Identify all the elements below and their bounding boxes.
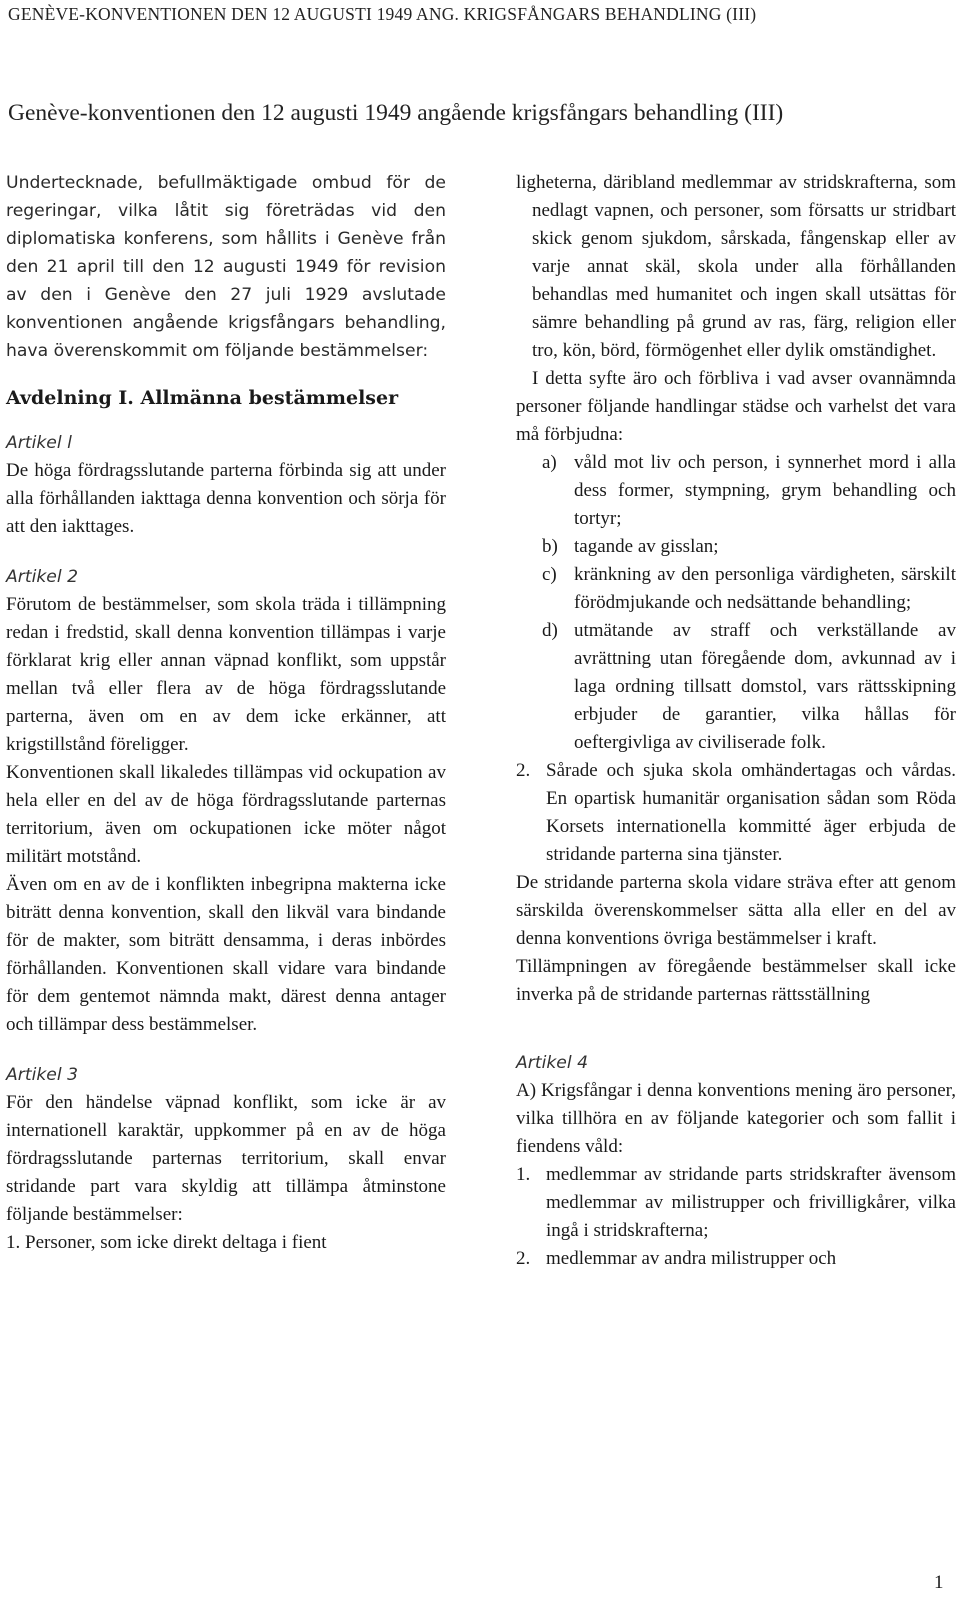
left-column <box>6 169 446 1257</box>
article-1-title: Artikel l <box>6 433 72 453</box>
document-title: Genève-konventionen den 12 augusti 1949 angående krigsfångars behandling (III) <box>8 100 784 126</box>
purpose-paragraph: I detta syfte äro och förbliva i vad avser ovannämnda personer följande handlingar städse och varhelst det vara må förbjudna: <box>516 368 956 445</box>
legal-status-paragraph: Tillämpningen av föregående bestämmelser skall icke inverka på de stridande parternas rättsställning <box>516 956 956 1005</box>
page-number: 1 <box>934 1572 944 1593</box>
list-item-text: medlemmar av andra milistrupper och <box>546 1248 837 1269</box>
list-item <box>516 1161 956 1245</box>
list-item-text: våld mot liv och person, i synnerhet mord i alla dess former, stympning, grym behandling och tortyr; <box>574 452 956 529</box>
right-column <box>516 169 956 1273</box>
list-item <box>542 533 956 561</box>
list-item-text: utmätande av straff och verkställande av avrättning utan föregående dom, avkunnad av i laga ordning tillsatt domstol, vars rättsskipning erbjuder de garantier, vilka hållas för oeftergivliga av civiliserade folk. <box>574 620 956 753</box>
preamble-paragraph: Undertecknade, befullmäktigade ombud för de regeringar, vilka låtit sig företrädas vid den diplomatiska konferens, som hållits i Genève från den 21 april till den 12 augusti 1949 för revision av den i Genève den 27 juli 1929 avslutade konventionen angående krigsfångars behandling, hava överenskommit om följande bestämmelser: <box>6 173 446 361</box>
list-item <box>542 561 956 617</box>
list-item-text: medlemmar av stridande parts stridskrafter ävensom medlemmar av milistrupper och frivilligkårer, vilka ingå i stridskrafterna; <box>546 1164 956 1241</box>
numbered-item-2 <box>516 757 956 869</box>
article-4-paragraph: A) Krigsfångar i denna konventions mening äro personer, vilka tillhöra en av följande kategorier och som fallit i fiendens våld: <box>516 1080 956 1157</box>
article-1-paragraph: De höga fördragsslutande parterna förbinda sig att under alla förhållanden iakttaga denna konvention och sörja för att den iakttages. <box>6 460 446 537</box>
list-item-label: 2. <box>516 760 531 781</box>
list-item <box>542 617 956 757</box>
list-item-text: tagande av gisslan; <box>574 536 719 557</box>
article-3-item-1-start: 1. Personer, som icke direkt deltaga i fient <box>6 1232 327 1253</box>
article-3-paragraph: För den händelse väpnad konflikt, som icke är av internationell karaktär, uppkommer på en av de höga fördragsslutande parternas territorium, skall envar stridande part vara skyldig att tillämpa åtminstone följande bestämmelser: <box>6 1092 446 1225</box>
running-header: GENÈVE-KONVENTIONEN DEN 12 AUGUSTI 1949 ANG. KRIGSFÅNGARS BEHANDLING (III) <box>8 4 757 24</box>
list-item-label: a) <box>542 452 557 473</box>
list-item-label: d) <box>542 620 558 641</box>
article-4-title: Artikel 4 <box>516 1053 589 1073</box>
article-2-title: Artikel 2 <box>6 567 79 587</box>
list-item <box>516 1245 956 1273</box>
list-item-label: b) <box>542 536 558 557</box>
list-item-label: 2. <box>516 1248 531 1269</box>
article-3-title: Artikel 3 <box>6 1065 79 1085</box>
list-item-label: c) <box>542 564 557 585</box>
article-2-paragraph-2: Konventionen skall likaledes tillämpas vid ockupation av hela eller en del av de höga fördragsslutande parternas territorium, även om ockupationen icke möter något militärt motstånd. <box>6 762 446 867</box>
list-item <box>542 449 956 533</box>
list-item-text: kränkning av den personliga värdigheten, särskilt förödmjukande och nedsättande behandling; <box>574 564 956 613</box>
article-2-paragraph-3: Även om en av de i konflikten inbegripna makterna icke biträtt denna konvention, skall den likväl vara bindande för de makter, som biträtt densamma, i deras inbördes förhållanden. Konventionen skall vidare vara bindande för dem gentemot nämnda makt, därest denna antager och tillämpar dess bestämmelser. <box>6 874 446 1035</box>
list-item-text: Sårade och sjuka skola omhändertagas och vårdas. En opartisk humanitär organisation sådan som Röda Korsets internationella kommitté äger erbjuda de stridande parterna sina tjänster. <box>546 760 956 865</box>
agreements-paragraph: De stridande parterna skola vidare sträva efter att genom särskilda överenskommelser sätta alla eller en del av denna konventions övriga bestämmelser i kraft. <box>516 872 956 949</box>
list-item-label: 1. <box>516 1164 531 1185</box>
section-heading: Avdelning I. Allmänna bestämmelser <box>6 387 399 409</box>
article-2-paragraph-1: Förutom de bestämmelser, som skola träda i tillämpning redan i fredstid, skall denna konvention tillämpas i varje förklarat krig eller annan väpnad konflikt, som uppstår mellan två eller flera av de höga fördragsslutande parterna, även om en av dem icke erkänner, att krigstillstånd föreligger. <box>6 594 446 755</box>
continued-paragraph: ligheterna, däribland medlemmar av stridskrafterna, som nedlagt vapnen, och personer, som försatts ur stridbart skick genom sjukdom, sårskada, fångenskap eller av varje annat skäl, skola under alla förhållanden behandlas med humanitet och ingen skall utsättas för sämre behandling på grund av ras, färg, religion eller tro, kön, börd, förmögenhet eller dylik omständighet. <box>516 172 956 361</box>
